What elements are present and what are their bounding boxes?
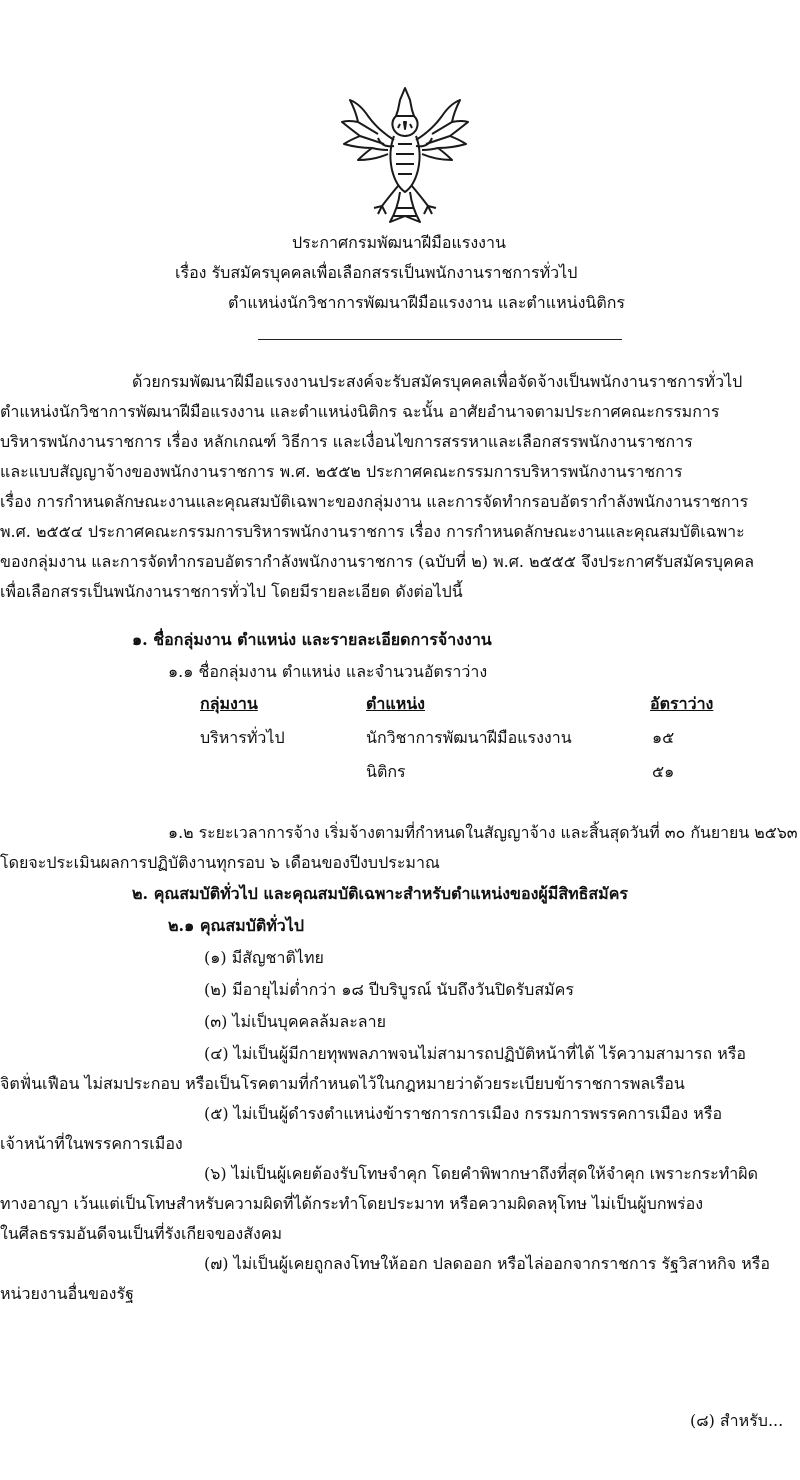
qualification-item: (๔) ไม่เป็นผู้มีกายทุพพลภาพจนไม่สามารถปฏิบัติหน้าที่ได้ ไร้ความสามารถ หรือ	[204, 1044, 747, 1063]
intro-line: เรื่อง การกำหนดลักษณะงานและคุณสมบัติเฉพาะของกลุ่มงาน และการจัดทำกรอบอัตรากำลังพนักงานราชการ	[0, 492, 749, 511]
table-header-group: กลุ่มงาน	[200, 694, 258, 713]
qualification-item-cont: เจ้าหน้าที่ในพรรคการเมือง	[0, 1134, 183, 1153]
section2-1-heading: ๒.๑ คุณสมบัติทั่วไป	[168, 916, 304, 935]
garuda-emblem-icon	[338, 82, 472, 232]
table-cell-position: นิติกร	[366, 762, 406, 781]
intro-line: เพื่อเลือกสรรเป็นพนักงานราชการทั่วไป โดยมีรายละเอียด ดังต่อไปนี้	[0, 582, 463, 601]
intro-line: ตำแหน่งนักวิชาการพัฒนาฝีมือแรงงาน และตำแหน่งนิติกร ฉะนั้น อาศัยอำนาจตามประกาศคณะกรรมการ	[0, 402, 720, 421]
section1-2-line: ๑.๒ ระยะเวลาการจ้าง เริ่มจ้างตามที่กำหนดในสัญญาจ้าง และสิ้นสุดวันที่ ๓๐ กันยายน ๒๕๖๓	[168, 823, 798, 842]
page-continuation-marker: (๘) สำหรับ...	[690, 1411, 784, 1430]
section1-2-line: โดยจะประเมินผลการปฏิบัติงานทุกรอบ ๖ เดือนของปีงบประมาณ	[0, 853, 440, 872]
table-cell-position: นักวิชาการพัฒนาฝีมือแรงงาน	[366, 728, 572, 747]
qualification-item: (๕) ไม่เป็นผู้ดำรงตำแหน่งข้าราชการการเมือง กรรมการพรรคการเมือง หรือ	[204, 1104, 723, 1123]
qualification-item-cont: หน่วยงานอื่นของรัฐ	[0, 1284, 134, 1303]
announcement-positions: ตำแหน่งนักวิชาการพัฒนาฝีมือแรงงาน และตำแหน่งนิติกร	[228, 293, 625, 312]
qualification-item-cont: จิตฟั่นเฟือน ไม่สมประกอบ หรือเป็นโรคตามที่กำหนดไว้ในกฎหมายว่าด้วยระเบียบข้าราชการพลเรือน	[0, 1074, 685, 1093]
table-cell-group: บริหารทั่วไป	[200, 728, 285, 747]
table-header-position: ตำแหน่ง	[366, 694, 425, 713]
qualification-item: (๑) มีสัญชาติไทย	[204, 948, 324, 967]
table-header-vacancies: อัตราว่าง	[650, 694, 714, 713]
section1-1-heading: ๑.๑ ชื่อกลุ่มงาน ตำแหน่ง และจำนวนอัตราว่าง	[168, 662, 488, 681]
announcement-agency-title: ประกาศกรมพัฒนาฝีมือแรงงาน	[292, 233, 506, 252]
qualification-item: (๖) ไม่เป็นผู้เคยต้องรับโทษจำคุก โดยคำพิพากษาถึงที่สุดให้จำคุก เพราะกระทำผิด	[204, 1164, 758, 1183]
qualification-item: (๗) ไม่เป็นผู้เคยถูกลงโทษให้ออก ปลดออก หรือไล่ออกจากราชการ รัฐวิสาหกิจ หรือ	[204, 1254, 770, 1273]
intro-line: พ.ศ. ๒๕๕๔ ประกาศคณะกรรมการบริหารพนักงานราชการ เรื่อง การกำหนดลักษณะงานและคุณสมบัติเฉพาะ	[0, 522, 745, 541]
qualification-item: (๓) ไม่เป็นบุคคลล้มละลาย	[204, 1012, 386, 1031]
intro-line: ด้วยกรมพัฒนาฝีมือแรงงานประสงค์จะรับสมัครบุคคลเพื่อจัดจ้างเป็นพนักงานราชการทั่วไป	[132, 372, 743, 391]
intro-line: บริหารพนักงานราชการ เรื่อง หลักเกณฑ์ วิธีการ และเงื่อนไขการสรรหาและเลือกสรรพนักงานราชการ	[0, 432, 693, 451]
qualification-item: (๒) มีอายุไม่ต่ำกว่า ๑๘ ปีบริบูรณ์ นับถึงวันปิดรับสมัคร	[204, 980, 574, 999]
section1-heading: ๑. ชื่อกลุ่มงาน ตำแหน่ง และรายละเอียดการจ้างงาน	[132, 630, 492, 649]
qualification-item-cont: ในศีลธรรมอันดีจนเป็นที่รังเกียจของสังคม	[0, 1224, 283, 1243]
header-divider	[258, 339, 622, 340]
section2-heading: ๒. คุณสมบัติทั่วไป และคุณสมบัติเฉพาะสำหรับตำแหน่งของผู้มีสิทธิสมัคร	[132, 884, 629, 903]
intro-line: ของกลุ่มงาน และการจัดทำกรอบอัตรากำลังพนักงานราชการ (ฉบับที่ ๒) พ.ศ. ๒๕๕๕ จึงประกาศรับสมัครบุคคล	[0, 552, 755, 571]
announcement-subject: เรื่อง รับสมัครบุคคลเพื่อเลือกสรรเป็นพนักงานราชการทั่วไป	[175, 263, 578, 282]
intro-line: และแบบสัญญาจ้างของพนักงานราชการ พ.ศ. ๒๕๕๒ ประกาศคณะกรรมการบริหารพนักงานราชการ	[0, 462, 683, 481]
qualification-item-cont: ทางอาญา เว้นแต่เป็นโทษสำหรับความผิดที่ได้กระทำโดยประมาท หรือความผิดลหุโทษ ไม่เป็นผู้บกพร่อง	[0, 1194, 704, 1213]
table-cell-vacancies: ๑๕	[652, 728, 675, 747]
table-cell-vacancies: ๕๑	[652, 762, 675, 781]
